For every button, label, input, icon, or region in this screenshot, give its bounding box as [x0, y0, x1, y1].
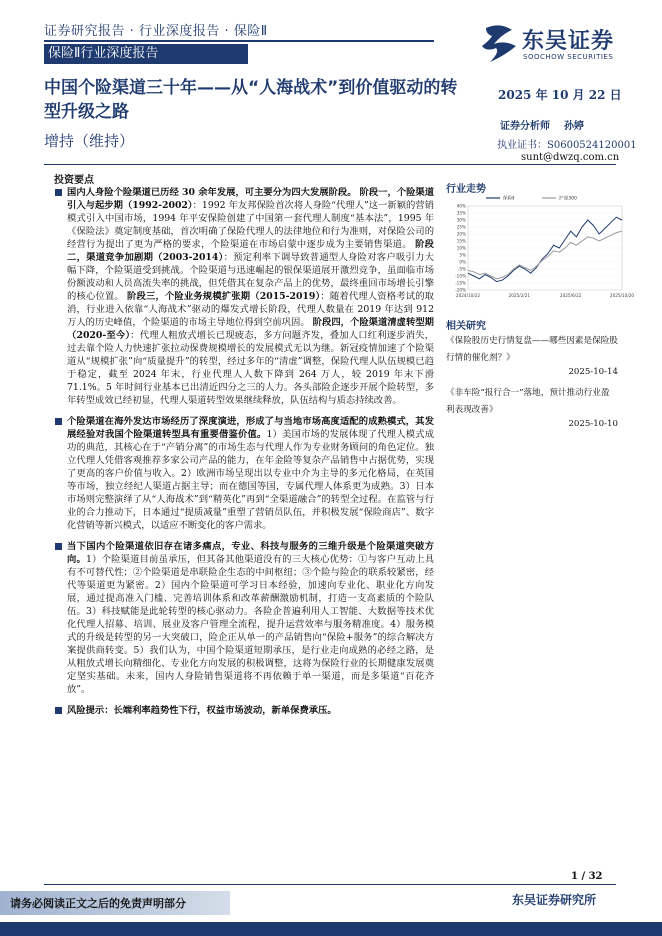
trend-heading: 行业走势: [446, 184, 486, 195]
footer-divider: [44, 884, 616, 885]
y-tick-label: 35%: [456, 210, 466, 216]
stage-title: 阶段一，个险渠道引入与起步期（1992-2002）: [67, 187, 434, 211]
y-tick-label: 15%: [456, 238, 466, 244]
x-tick-label: 2025/6/22: [559, 293, 582, 298]
bullet-text: 1）美国市场的发展体现了代理人模式成功的典范，其核心在于“产销分离”的市场生态与代理人作为专业财务顾问的角色定位。独立代理人凭借客观推荐多家公司产品的能力，在年金险等复杂产品销售中占据优势，实现了更高的客户价值与收入。2）欧洲市场呈现出以专业中介为主导的多元化格局，在英国等市场，独立经纪人渠道占据主导；而在德国等国，专属代理人体系更为成熟。3）日本市场则完整演绎了从“人海战术”到“精英化”再到“全渠道融合”的转型全过程。在监管与行业的合力推动下，日本通过“提质减量”重塑了营销员队伍，并积极发展“保险商店”、数字化营销等新兴模式，以适应不断变化的客户需求。: [67, 429, 434, 531]
related-list: [446, 333, 618, 429]
stage-text: ：1992 年友邦保险首次将人身险“代理人”这一新颖的营销模式引入中国市场，1994 年平安保险创建了中国第一套代理人制度“基本法”，1995 年《保险法》奠定制度基础，首次明确了保险代理人的法律地位和行为准则，对保险公司的经营行为提出了更为严格的要求，个险渠道在市场启蒙中逐步成为主要销售渠道。: [67, 200, 434, 250]
logo-subtext: SOOCHOW SECURITIES: [523, 53, 614, 61]
bullet-square-icon: [55, 189, 62, 196]
y-tick-label: 0%: [459, 259, 466, 265]
breadcrumb: 证券研究报告 · 行业深度报告 · 保险Ⅱ: [44, 24, 268, 39]
y-tick-label: 5%: [459, 252, 466, 258]
related-item[interactable]: [446, 385, 618, 429]
bottom-band: [0, 922, 662, 936]
page-number: 1 / 32: [571, 871, 603, 882]
bullet-text: 1）个险渠道目前虽承压，但其备其他渠道没有的三大核心优势：①与客户互动上具有不可替代性；②个险渠道是串联险企生态的中间枢纽；③个险与险企的联系较紧密，经代等渠道更为紧密。2）国内个险渠道可学习日本经验，加速向专业化、职业化方向发展，通过提高准入门槛、完善培训体系和改革薪酬激励机制，打造一支高素质的个险队伍。3）科技赋能是此轮转型的核心驱动力。各险企普遍利用人工智能、大数据等技术优化代理人招募、培训、展业及客户管理全流程，提升运营效率与服务精准度。4）服务模式的升级是转型的另一大突破口，险企正从单一的产品销售向“保险+服务”的综合解决方案提供商转变。5）我们认为，中国个险渠道短期承压，是行业走向成熟的必经之路，是从粗放式增长向精细化、专业化方向发展的积极调整，这将为保险行业的长期健康发展奠定坚实基础。未来，国内人身险销售渠道将不再依赖于单一渠道，而是多渠道“百花齐放”。: [67, 554, 434, 695]
bullet-lead: 当下国内个险渠道依旧存在诸多痛点，专业、科技与服务的三维升级是个险渠道突破方向。: [67, 541, 434, 565]
analyst-label: 证券分析师: [500, 121, 550, 132]
stage-title: 阶段三，个险业务规模扩张期（2015-2019）: [127, 291, 321, 302]
logo-text: 东吴证券: [522, 29, 615, 54]
y-tick-label: 10%: [456, 245, 466, 251]
header-divider: [44, 40, 434, 42]
bullet-square-icon: [55, 707, 62, 714]
related-title[interactable]: 《非车险“报行合一”落地，预计推动行业盈利表现改善》: [446, 388, 610, 415]
y-tick-label: -10%: [455, 273, 466, 279]
related-item[interactable]: [446, 333, 618, 377]
header-bottom-divider: [44, 164, 616, 165]
industry-trend-chart: [446, 192, 635, 302]
x-tick-label: 2024/10/22: [455, 293, 481, 298]
summary-heading: 投资要点: [54, 175, 94, 186]
bullet-square-icon: [55, 418, 62, 425]
bullet-lead: 国内人身险个险渠道已历经 30 余年发展，可主要分为四大发展阶段。: [67, 187, 357, 198]
summary-bullet: [54, 540, 434, 696]
y-tick-label: -15%: [455, 280, 466, 286]
analyst-name: 孙婷: [563, 121, 584, 132]
y-tick-label: -5%: [457, 266, 466, 272]
y-tick-label: -20%: [455, 287, 466, 293]
summary-body: [54, 186, 434, 725]
risk-text: 长端利率趋势性下行，权益市场波动，新单保费承压。: [113, 705, 337, 716]
summary-bullet: [54, 186, 434, 407]
related-date: 2025-10-10: [568, 419, 618, 429]
risk-bullet: [54, 704, 434, 717]
risk-label: 风险提示：: [67, 705, 114, 716]
analyst-email[interactable]: sunt@dwzq.com.cn: [521, 152, 620, 163]
related-title[interactable]: 《保险股历史行情复盘——哪些因素是保险股行情的催化剂？》: [446, 336, 618, 363]
stage-text: ：预定利率下调导致普通型人身险对客户吸引力大幅下降，个险渠道受到挑战。个险渠道与迅速崛起的银保渠道展开激烈竞争，虽面临市场份额波动和人员高流失率的挑战，但凭借其在复杂产品上的优势，最终重回市场增长引擎的核心位置。: [67, 252, 434, 302]
report-date: 2025 年 10 月 22 日: [498, 88, 622, 102]
certificate: [497, 136, 637, 151]
stage-title: 阶段四，个险渠道清虚转型期（2020-至今）: [67, 317, 434, 341]
legend-label: 沪深300: [559, 196, 577, 202]
legend-label: 保险Ⅱ: [503, 196, 515, 202]
cert-label: 执业证书：: [497, 140, 547, 151]
y-tick-label: 20%: [456, 231, 466, 237]
summary-bullet: [54, 415, 434, 532]
institute-name: 东吴证券研究所: [512, 893, 597, 907]
disclaimer-text[interactable]: 请务必阅读正文之后的免责声明部分: [10, 897, 186, 910]
x-tick-label: 2025/2/21: [508, 293, 531, 298]
stage-title: 阶段二，渠道竞争加剧期（2003-2014）: [67, 239, 434, 263]
x-tick-label: 2025/10/20: [609, 293, 635, 298]
related-date: 2025-10-14: [568, 367, 618, 377]
y-tick-label: 25%: [456, 224, 466, 230]
bullet-lead: 个险渠道在海外发达市场经历了深度演进，形成了与当地市场高度适配的成熟模式，其发展经验对我国个险渠道转型具有重要借鉴价值。: [67, 416, 434, 440]
report-title: 中国个险渠道三十年——从“人海战术”到价值驱动的转型升级之路: [44, 78, 458, 122]
y-tick-label: 40%: [456, 203, 466, 209]
stage-text: ：随着代理人资格考试的取消，行业进入依靠“人海战术”驱动的爆发式增长阶段，代理人数量在 2019 年达到 912 万人的历史峰值，个险渠道的市场主导地位得到空前巩固。: [67, 291, 434, 328]
y-tick-label: 30%: [456, 217, 466, 223]
category-badge: 保险Ⅱ行业深度报告: [44, 44, 248, 64]
related-heading: 相关研究: [446, 321, 486, 332]
analyst: [500, 117, 584, 132]
stage-text: ：代理人粗放式增长已现疲态，多方问题齐发，叠加人口红利逐步消失，过去靠个险人力快速扩张拉动保费规模增长的发展模式无以为继。新冠疫情加速了个险渠道从“规模扩张”向“质量提升”的转型，经过多年的“清虚”调整，保险代理人队伍规模已趋于稳定，截至 2024 年末，行业代理人人数下降到 264 万人，较 2019 年末下滑 71.1%。5 年时间行业基本已出清近四分之三的人力。各头部险企逐步开展个险转型，多年转型成效已经初显，代理人渠道转型效果继续释放，队伍结构与质态持续改善。: [67, 330, 434, 406]
rating: 增持（维持）: [44, 132, 135, 150]
bullet-square-icon: [55, 543, 62, 550]
cert-number: S0600524120001: [547, 140, 637, 151]
